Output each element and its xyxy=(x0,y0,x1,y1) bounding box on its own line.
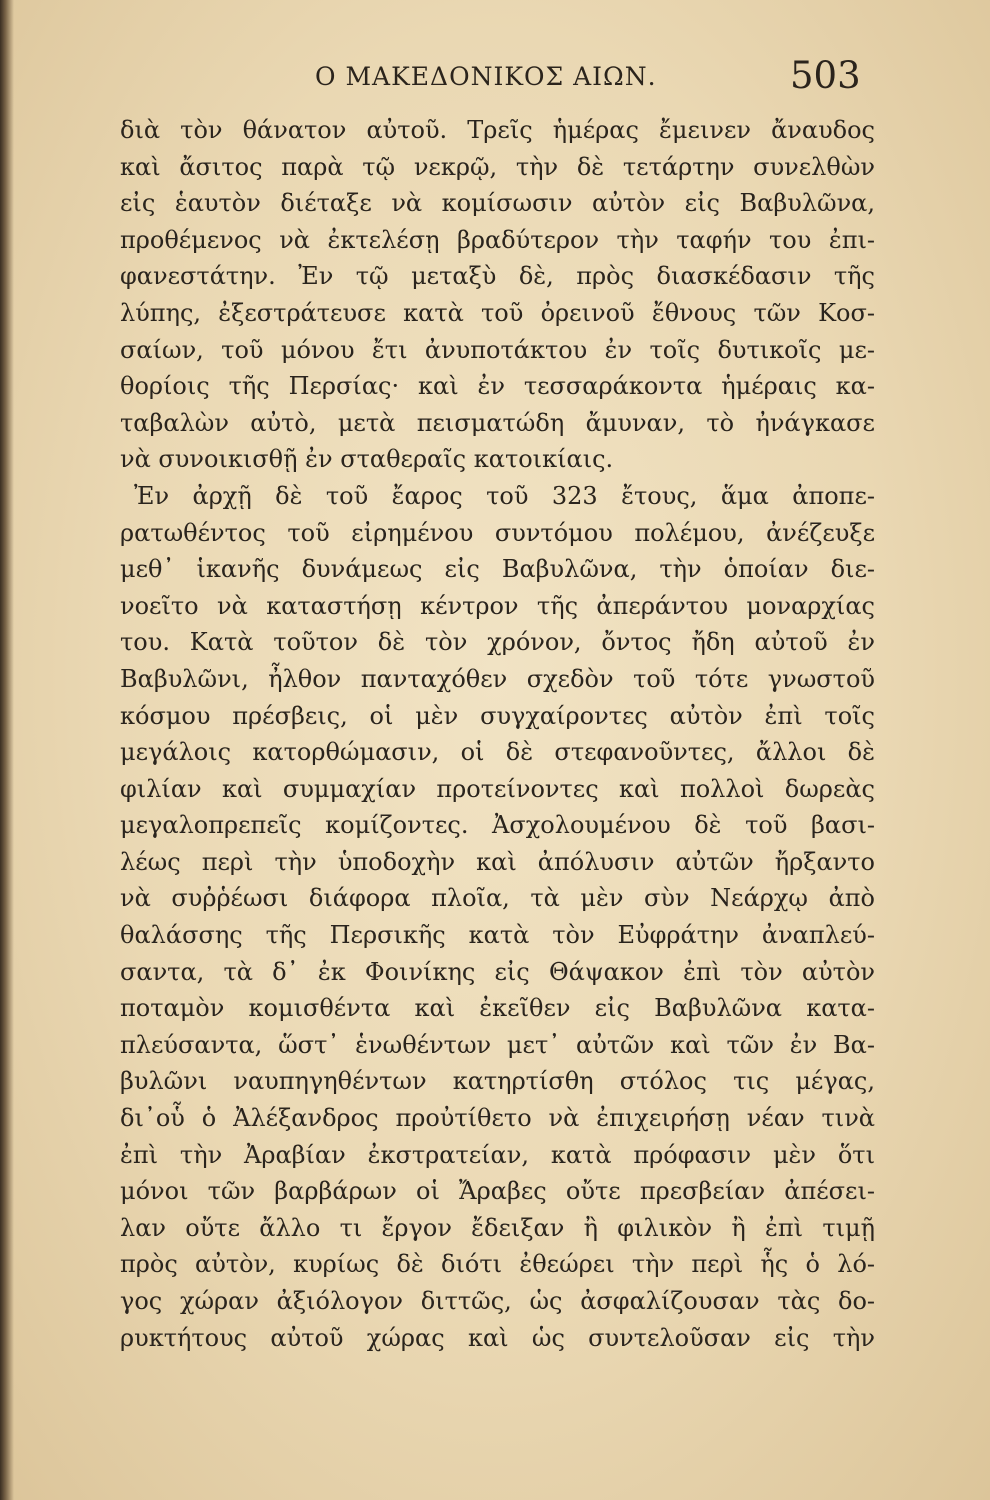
book-binding-edge xyxy=(0,0,14,1500)
text-line: σαντα, τὰ δ᾽ ἐκ Φοινίκης εἰς Θάψακον ἐπὶ τὸν αὐτὸν xyxy=(120,957,875,986)
running-title: Ο ΜΑΚΕΔΟΝΙΚΟΣ ΑΙΩΝ. xyxy=(315,62,657,91)
text-line: του. Κατὰ τοῦτον δὲ τὸν χρόνον, ὄντος ἤδη αὐτοῦ ἐν xyxy=(120,628,875,657)
text-line: νοεῖτο νὰ καταστήσῃ κέντρον τῆς ἀπεράντου μοναρχίας xyxy=(120,591,875,620)
text-line: λύπης, ἐξεστράτευσε κατὰ τοῦ ὀρεινοῦ ἔθνους τῶν Κοσ- xyxy=(120,298,875,327)
page-number: 503 xyxy=(790,54,861,97)
text-line: λαν οὔτε ἄλλο τι ἔργον ἔδειξαν ἢ φιλικὸν ἢ ἐπὶ τιμῇ xyxy=(120,1213,875,1242)
text-line: διὰ τὸν θάνατον αὐτοῦ. Τρεῖς ἡμέρας ἔμεινεν ἄναυδος xyxy=(120,116,875,144)
text-line: μόνοι τῶν βαρβάρων οἱ Ἄραβες οὔτε πρεσβείαν ἀπέσει- xyxy=(120,1177,875,1206)
text-line: γος χώραν ἀξιόλογον διττῶς, ὡς ἀσφαλίζουσαν τὰς δο- xyxy=(120,1287,875,1315)
body-text xyxy=(120,112,875,1356)
text-line: ποταμὸν κομισθέντα καὶ ἐκεῖθεν εἰς Βαβυλῶνα κατα- xyxy=(120,994,875,1023)
text-line: πλεύσαντα, ὥστ᾽ ἑνωθέντων μετ᾽ αὐτῶν καὶ τῶν ἐν Βα- xyxy=(120,1030,875,1059)
text-line: δι᾽οὗ ὁ Ἀλέξανδρος προὐτίθετο νὰ ἐπιχειρήσῃ νέαν τινὰ xyxy=(120,1104,875,1133)
text-line: εἰς ἑαυτὸν διέταξε νὰ κομίσωσιν αὐτὸν εἰς Βαβυλῶνα, xyxy=(120,189,875,218)
text-line: καὶ ἄσιτος παρὰ τῷ νεκρῷ, τὴν δὲ τετάρτην συνελθὼν xyxy=(120,152,875,181)
text-line: λέως περὶ τὴν ὑποδοχὴν καὶ ἀπόλυσιν αὐτῶν ἤρξαντο xyxy=(120,847,875,876)
text-line: ρατωθέντος τοῦ εἰρημένου συντόμου πολέμου, ἀνέζευξε xyxy=(120,518,875,547)
text-line: πρὸς αὐτὸν, κυρίως δὲ διότι ἐθεώρει τὴν περὶ ἧς ὁ λό- xyxy=(120,1250,875,1279)
text-line: φιλίαν καὶ συμμαχίαν προτείνοντες καὶ πολλοὶ δωρεὰς xyxy=(120,774,875,803)
text-line: μεγαλοπρεπεῖς κομίζοντες. Ἀσχολουμένου δὲ τοῦ βασι- xyxy=(120,811,875,840)
page-header xyxy=(0,50,990,110)
text-line: μεθ᾽ ἱκανῆς δυνάμεως εἰς Βαβυλῶνα, τὴν ὁποίαν διε- xyxy=(120,555,875,584)
text-line: μεγάλοις κατορθώμασιν, οἱ δὲ στεφανοῦντες, ἄλλοι δὲ xyxy=(120,738,875,767)
text-line: Βαβυλῶνι, ἦλθον πανταχόθεν σχεδὸν τοῦ τότε γνωστοῦ xyxy=(120,664,875,693)
text-line: θαλάσσης τῆς Περσικῆς κατὰ τὸν Εὐφράτην ἀναπλεύ- xyxy=(120,921,875,950)
text-line: ἐπὶ τὴν Ἀραβίαν ἐκστρατείαν, κατὰ πρόφασιν μὲν ὅτι xyxy=(120,1140,875,1169)
text-line: ταβαλὼν αὐτὸ, μετὰ πεισματώδη ἄμυναν, τὸ ἠνάγκασε xyxy=(120,408,875,437)
text-line: ρυκτήτους αὐτοῦ χώρας καὶ ὡς συντελοῦσαν εἰς τὴν xyxy=(120,1323,875,1352)
paragraph-start-line: Ἐν ἀρχῇ δὲ τοῦ ἔαρος τοῦ 323 ἔτους, ἅμα ἀποπε- xyxy=(134,481,875,510)
text-line: φανεστάτην. Ἐν τῷ μεταξὺ δὲ, πρὸς διασκέδασιν τῆς xyxy=(120,262,875,291)
paragraph-end-line: νὰ συνοικισθῇ ἐν σταθεραῖς κατοικίαις. xyxy=(120,445,614,474)
text-line: θορίοις τῆς Περσίας· καὶ ἐν τεσσαράκοντα ἡμέραις κα- xyxy=(120,372,875,401)
text-line: προθέμενος νὰ ἐκτελέσῃ βραδύτερον τὴν ταφήν του ἐπι- xyxy=(120,225,875,254)
text-line: κόσμου πρέσβεις, οἱ μὲν συγχαίροντες αὐτὸν ἐπὶ τοῖς xyxy=(120,701,875,730)
text-line: σαίων, τοῦ μόνου ἔτι ἀνυποτάκτου ἐν τοῖς δυτικοῖς με- xyxy=(120,335,875,364)
text-line: βυλῶνι ναυπηγηθέντων κατηρτίσθη στόλος τις μέγας, xyxy=(120,1067,875,1096)
text-line: νὰ συῤῥέωσι διάφορα πλοῖα, τὰ μὲν σὺν Νεάρχῳ ἀπὸ xyxy=(120,884,875,913)
